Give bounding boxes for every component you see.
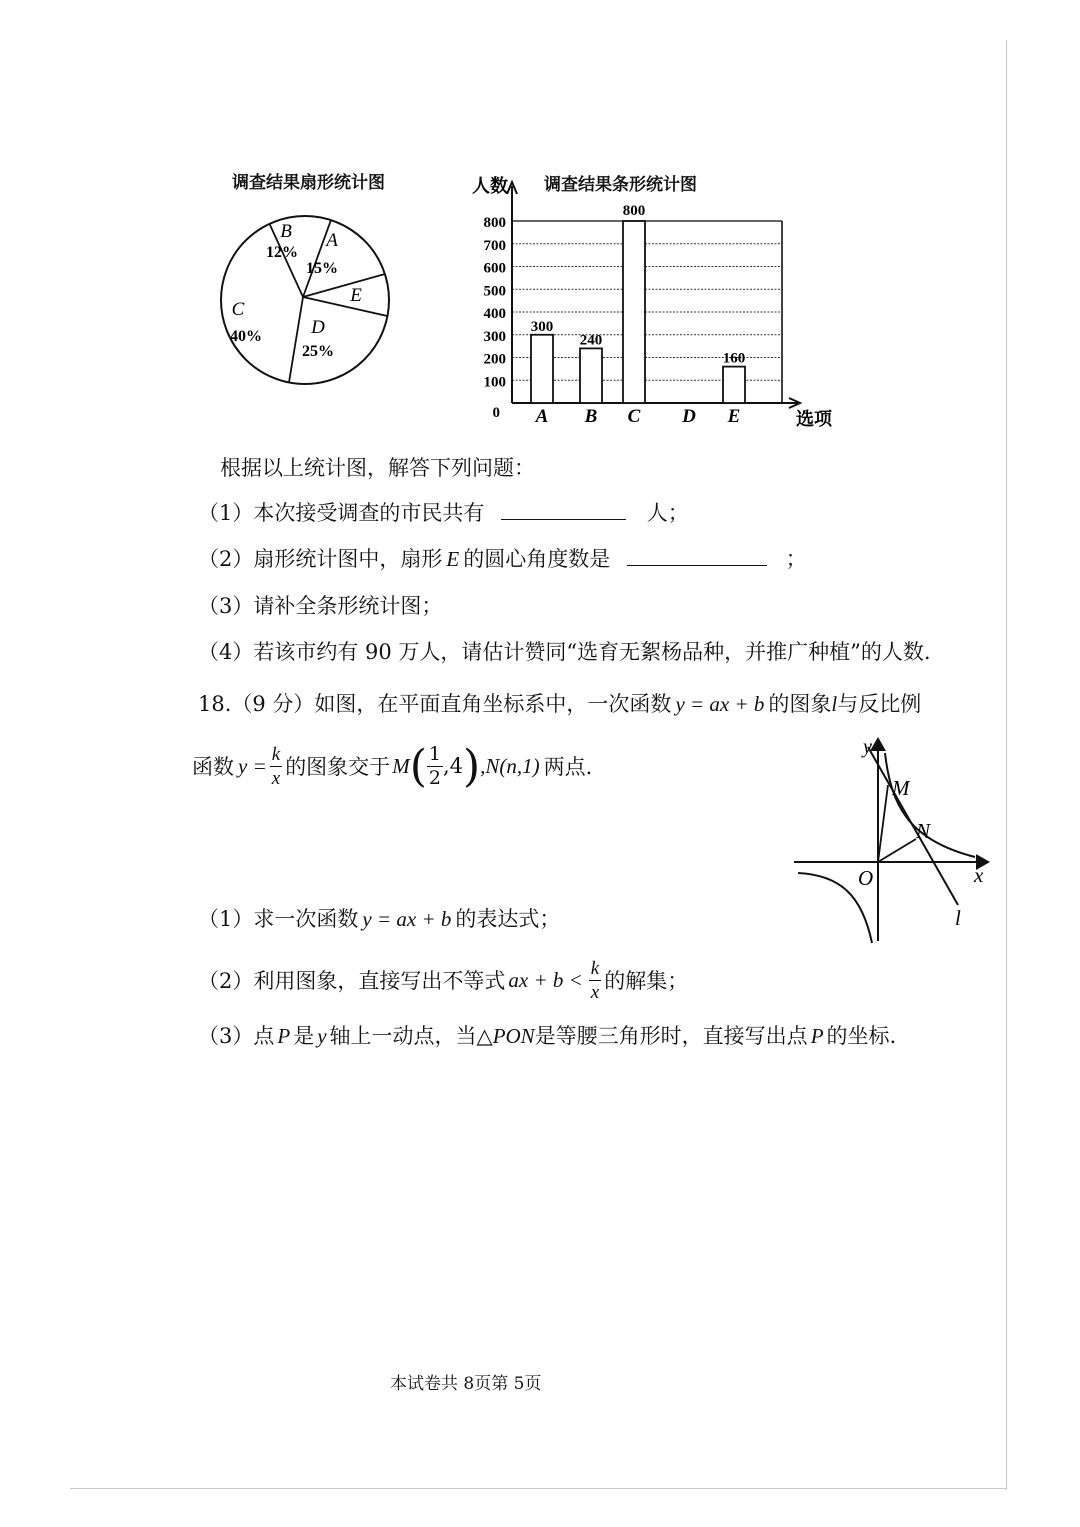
q17-part2-var: E <box>446 547 460 571</box>
bar-value-label-b: 240 <box>579 332 603 349</box>
bar-c <box>623 221 645 403</box>
q17-part1 <box>198 497 689 527</box>
bar-ytick-label-400: 400 <box>483 306 506 322</box>
q18-y-eq: y = <box>238 753 267 778</box>
q18-part3-t2: 是 <box>293 1024 315 1048</box>
q17-intro: 根据以上统计图，解答下列问题： <box>220 456 535 480</box>
pie-slice-label-e: E <box>350 285 362 306</box>
q18-line2-tail: 两点. <box>543 755 593 779</box>
q18-part2-end: 的解集； <box>604 969 689 993</box>
q17-part2-answer-blank[interactable] <box>627 547 767 566</box>
q17-part3: （3）请补全条形统计图； <box>198 594 443 618</box>
q18-part2-eq: ax + b < <box>508 967 583 992</box>
q17-part2-text: （2）扇形统计图中，扇形 <box>198 547 443 571</box>
q17-part1-unit: 人； <box>646 501 689 525</box>
q18-part3-t4: 是等腰三角形时，直接写出点 <box>534 1024 808 1048</box>
q18-part3-t3: 轴上一动点，当△ <box>329 1024 493 1048</box>
q18-frac-two: 2 <box>428 766 441 789</box>
graph-label-l: l <box>955 906 961 930</box>
q18-head-text2: 的图象 <box>768 692 832 716</box>
q18-part2-frac-k: k <box>590 957 600 979</box>
q18-part3-t1: （3）点 <box>198 1024 275 1048</box>
q18-part1 <box>198 903 560 933</box>
segment-ON <box>878 839 916 862</box>
bar-value-label-e: 160 <box>722 350 746 367</box>
q18-part2-frac <box>589 959 601 1002</box>
q18-part3-P: P <box>277 1024 291 1048</box>
q18-paren-left: ( <box>409 740 427 792</box>
q18-part1-text: （1）求一次函数 <box>198 907 359 931</box>
graph-label-O: O <box>858 866 874 890</box>
pie-slice-percent-c: 40% <box>230 328 262 345</box>
q18-part3-t5: 的坐标. <box>826 1024 897 1048</box>
bar-category-label-c: C <box>627 406 641 427</box>
q18-head-text: 18.（9 分）如图，在平面直角坐标系中，一次函数 <box>198 692 672 716</box>
bar-ytick-label-100: 100 <box>483 374 506 391</box>
q18-point-N: ,N(n,1) <box>480 753 540 778</box>
q18-line2-text: 函数 <box>192 755 234 779</box>
pie-slice-label-b: B <box>280 221 292 242</box>
graph-label-N: N <box>916 819 931 843</box>
bar-category-label-a: A <box>535 406 549 427</box>
q18-part3-P2: P <box>810 1024 824 1048</box>
pie-chart <box>210 205 400 395</box>
graph-label-x: x <box>974 863 984 887</box>
bar-category-label-e: E <box>727 406 741 427</box>
q18-part3-PON: PON <box>492 1024 535 1048</box>
q18-eq-linear: y = ax + b <box>675 692 765 716</box>
bar-ytick-label-600: 600 <box>483 260 506 277</box>
q18-head-text3: 与反比例 <box>837 692 922 716</box>
bar-value-label-c: 800 <box>622 203 646 219</box>
q17-part2-text2: 的圆心角度数是 <box>463 547 611 571</box>
line-l <box>868 747 958 905</box>
pie-slice-label-a: A <box>326 230 338 251</box>
q17-part1-answer-blank[interactable] <box>501 501 626 520</box>
coordinate-graph <box>790 735 1000 950</box>
scan-edge-right <box>1006 40 1007 1490</box>
q18-head <box>198 688 921 718</box>
q18-frac-x: x <box>271 767 281 789</box>
bar-value-label-a: 300 <box>530 318 554 335</box>
pie-slice-label-c: C <box>231 299 245 320</box>
bar-ytick-label-800: 800 <box>483 215 506 231</box>
bar-ytick-label-200: 200 <box>483 351 506 368</box>
bar-y-axis-label: 人数 <box>472 176 508 196</box>
q17-part1-text: （1）本次接受调查的市民共有 <box>198 501 485 525</box>
bar-ytick-label-300: 300 <box>483 328 506 345</box>
q18-frac-k-over-x <box>270 745 282 788</box>
pie-slice-c-boundary <box>289 297 303 382</box>
q18-part1-end: 的表达式； <box>455 907 561 931</box>
bar-chart-title: 调查结果条形统计图 <box>544 175 697 195</box>
bar-category-label-b: B <box>584 406 598 427</box>
pie-slice-percent-b: 12% <box>266 244 298 261</box>
q17-part2-end: ； <box>785 547 807 571</box>
q18-frac-half <box>427 742 443 789</box>
bar-chart <box>460 170 860 435</box>
q18-line2 <box>192 736 592 796</box>
page-footer: 本试卷共 8页第 5页 <box>390 1374 542 1394</box>
bar-category-label-d: D <box>682 406 696 427</box>
pie-slice-percent-a: 15% <box>306 260 338 277</box>
pie-slice-d-boundary <box>303 297 387 316</box>
q17-part2 <box>198 543 807 573</box>
q18-frac-one: 1 <box>428 742 441 765</box>
bar-ytick-label-700: 700 <box>483 237 506 254</box>
q18-point-M: M <box>392 753 410 778</box>
q18-M-y: ,4 <box>442 754 463 778</box>
pie-chart-title: 调查结果扇形统计图 <box>232 173 385 193</box>
q18-part2-frac-x: x <box>590 981 600 1003</box>
q18-part3-y: y <box>317 1024 327 1048</box>
q18-part1-eq: y = ax + b <box>362 907 452 931</box>
q18-part2 <box>198 950 688 1010</box>
bar-x-axis-label: 选项 <box>796 409 832 429</box>
pie-slice-e-boundary <box>303 274 385 297</box>
graph-label-M: M <box>892 776 910 800</box>
bar-a <box>531 335 553 403</box>
bar-b <box>580 348 602 403</box>
bar-ytick-label-500: 500 <box>483 283 506 300</box>
q18-paren-right: ) <box>463 740 481 792</box>
q18-line-l: l <box>831 692 838 716</box>
graph-label-y: y <box>863 736 872 758</box>
pie-slice-label-d: D <box>311 317 325 338</box>
pie-slice-percent-d: 25% <box>302 343 334 360</box>
segment-OM <box>878 785 888 862</box>
q17-part4: （4）若该市约有 90 万人，请估计赞同“选育无絮杨品种，并推广种植”的人数. <box>198 640 931 664</box>
q18-line2-text2: 的图象交于 <box>285 755 391 779</box>
q18-part2-text: （2）利用图象，直接写出不等式 <box>198 969 506 993</box>
scan-edge-bottom <box>70 1488 1006 1489</box>
bar-e <box>723 367 745 403</box>
bar-ytick-label-0: 0 <box>492 405 500 421</box>
q18-frac-k: k <box>271 743 281 765</box>
q18-part3 <box>198 1020 896 1050</box>
